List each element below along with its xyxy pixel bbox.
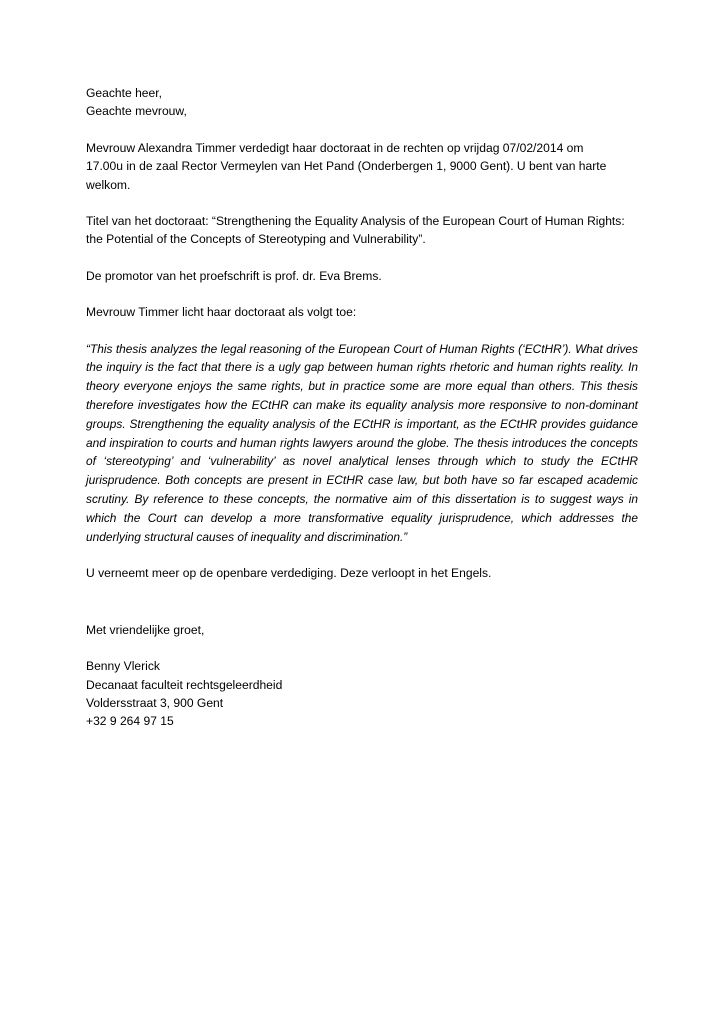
thesis-title-paragraph	[86, 212, 638, 249]
intro-paragraph	[86, 139, 638, 194]
signature-block	[86, 657, 638, 731]
thesis-summary-quote: “This thesis analyzes the legal reasoning of the European Court of Human Rights (‘ECtHR’). What drives the inquiry is the fact that there is a ugly gap between human rights rhetoric and human rights reality. In theory everyone enjoys the same rights, but in practice some are more equal than others. This thesis therefore investigates how the ECtHR can make its equality analysis more responsive to non-dominant groups. Strengthening the equality analysis of the ECtHR is important, as the ECtHR provides guidance and inspiration to courts and human rights lawyers around the globe. The thesis introduces the concepts of ‘stereotyping’ and ‘vulnerability’ as novel analytical lenses through which to study the ECtHR jurisprudence. Both concepts are present in ECtHR case law, but both have so far escaped academic scrutiny. By reference to these concepts, the normative aim of this dissertation is to suggest ways in which the Court can develop a more transformative equality jurisprudence, which addresses the underlying structural causes of inequality and discrimination.”	[86, 341, 638, 544]
defense-note: U verneemt meer op de openbare verdediging. Deze verloopt in het Engels.	[86, 566, 492, 581]
thesis-title-line-1: Titel van het doctoraat: “Strengthening the Equality Analysis of the European Court of Human Rights:	[86, 214, 625, 229]
salutation	[86, 84, 638, 121]
letter-page	[86, 84, 638, 731]
explanation-intro: Mevrouw Timmer licht haar doctoraat als volgt toe:	[86, 305, 357, 320]
intro-line-1: Mevrouw Alexandra Timmer verdedigt haar doctoraat in de rechten op vrijdag 07/02/2014 om	[86, 140, 584, 155]
intro-line-2: 17.00u in de zaal Rector Vermeylen van Het Pand (Onderbergen 1, 9000 Gent). U bent van harte	[86, 159, 607, 174]
promotor-paragraph: De promotor van het proefschrift is prof. dr. Eva Brems.	[86, 268, 382, 283]
signature-address: Voldersstraat 3, 900 Gent	[86, 696, 224, 711]
salutation-line-1: Geachte heer,	[86, 86, 162, 100]
signature-phone: +32 9 264 97 15	[86, 714, 174, 729]
signature-department: Decanaat faculteit rechtsgeleerdheid	[86, 677, 283, 692]
salutation-line-2: Geachte mevrouw,	[86, 104, 187, 119]
closing-greeting: Met vriendelijke groet,	[86, 622, 205, 637]
intro-line-3: welkom.	[86, 177, 131, 192]
signature-name: Benny Vlerick	[86, 659, 160, 674]
thesis-title-line-2: the Potential of the Concepts of Stereotyping and Vulnerability”.	[86, 232, 426, 247]
